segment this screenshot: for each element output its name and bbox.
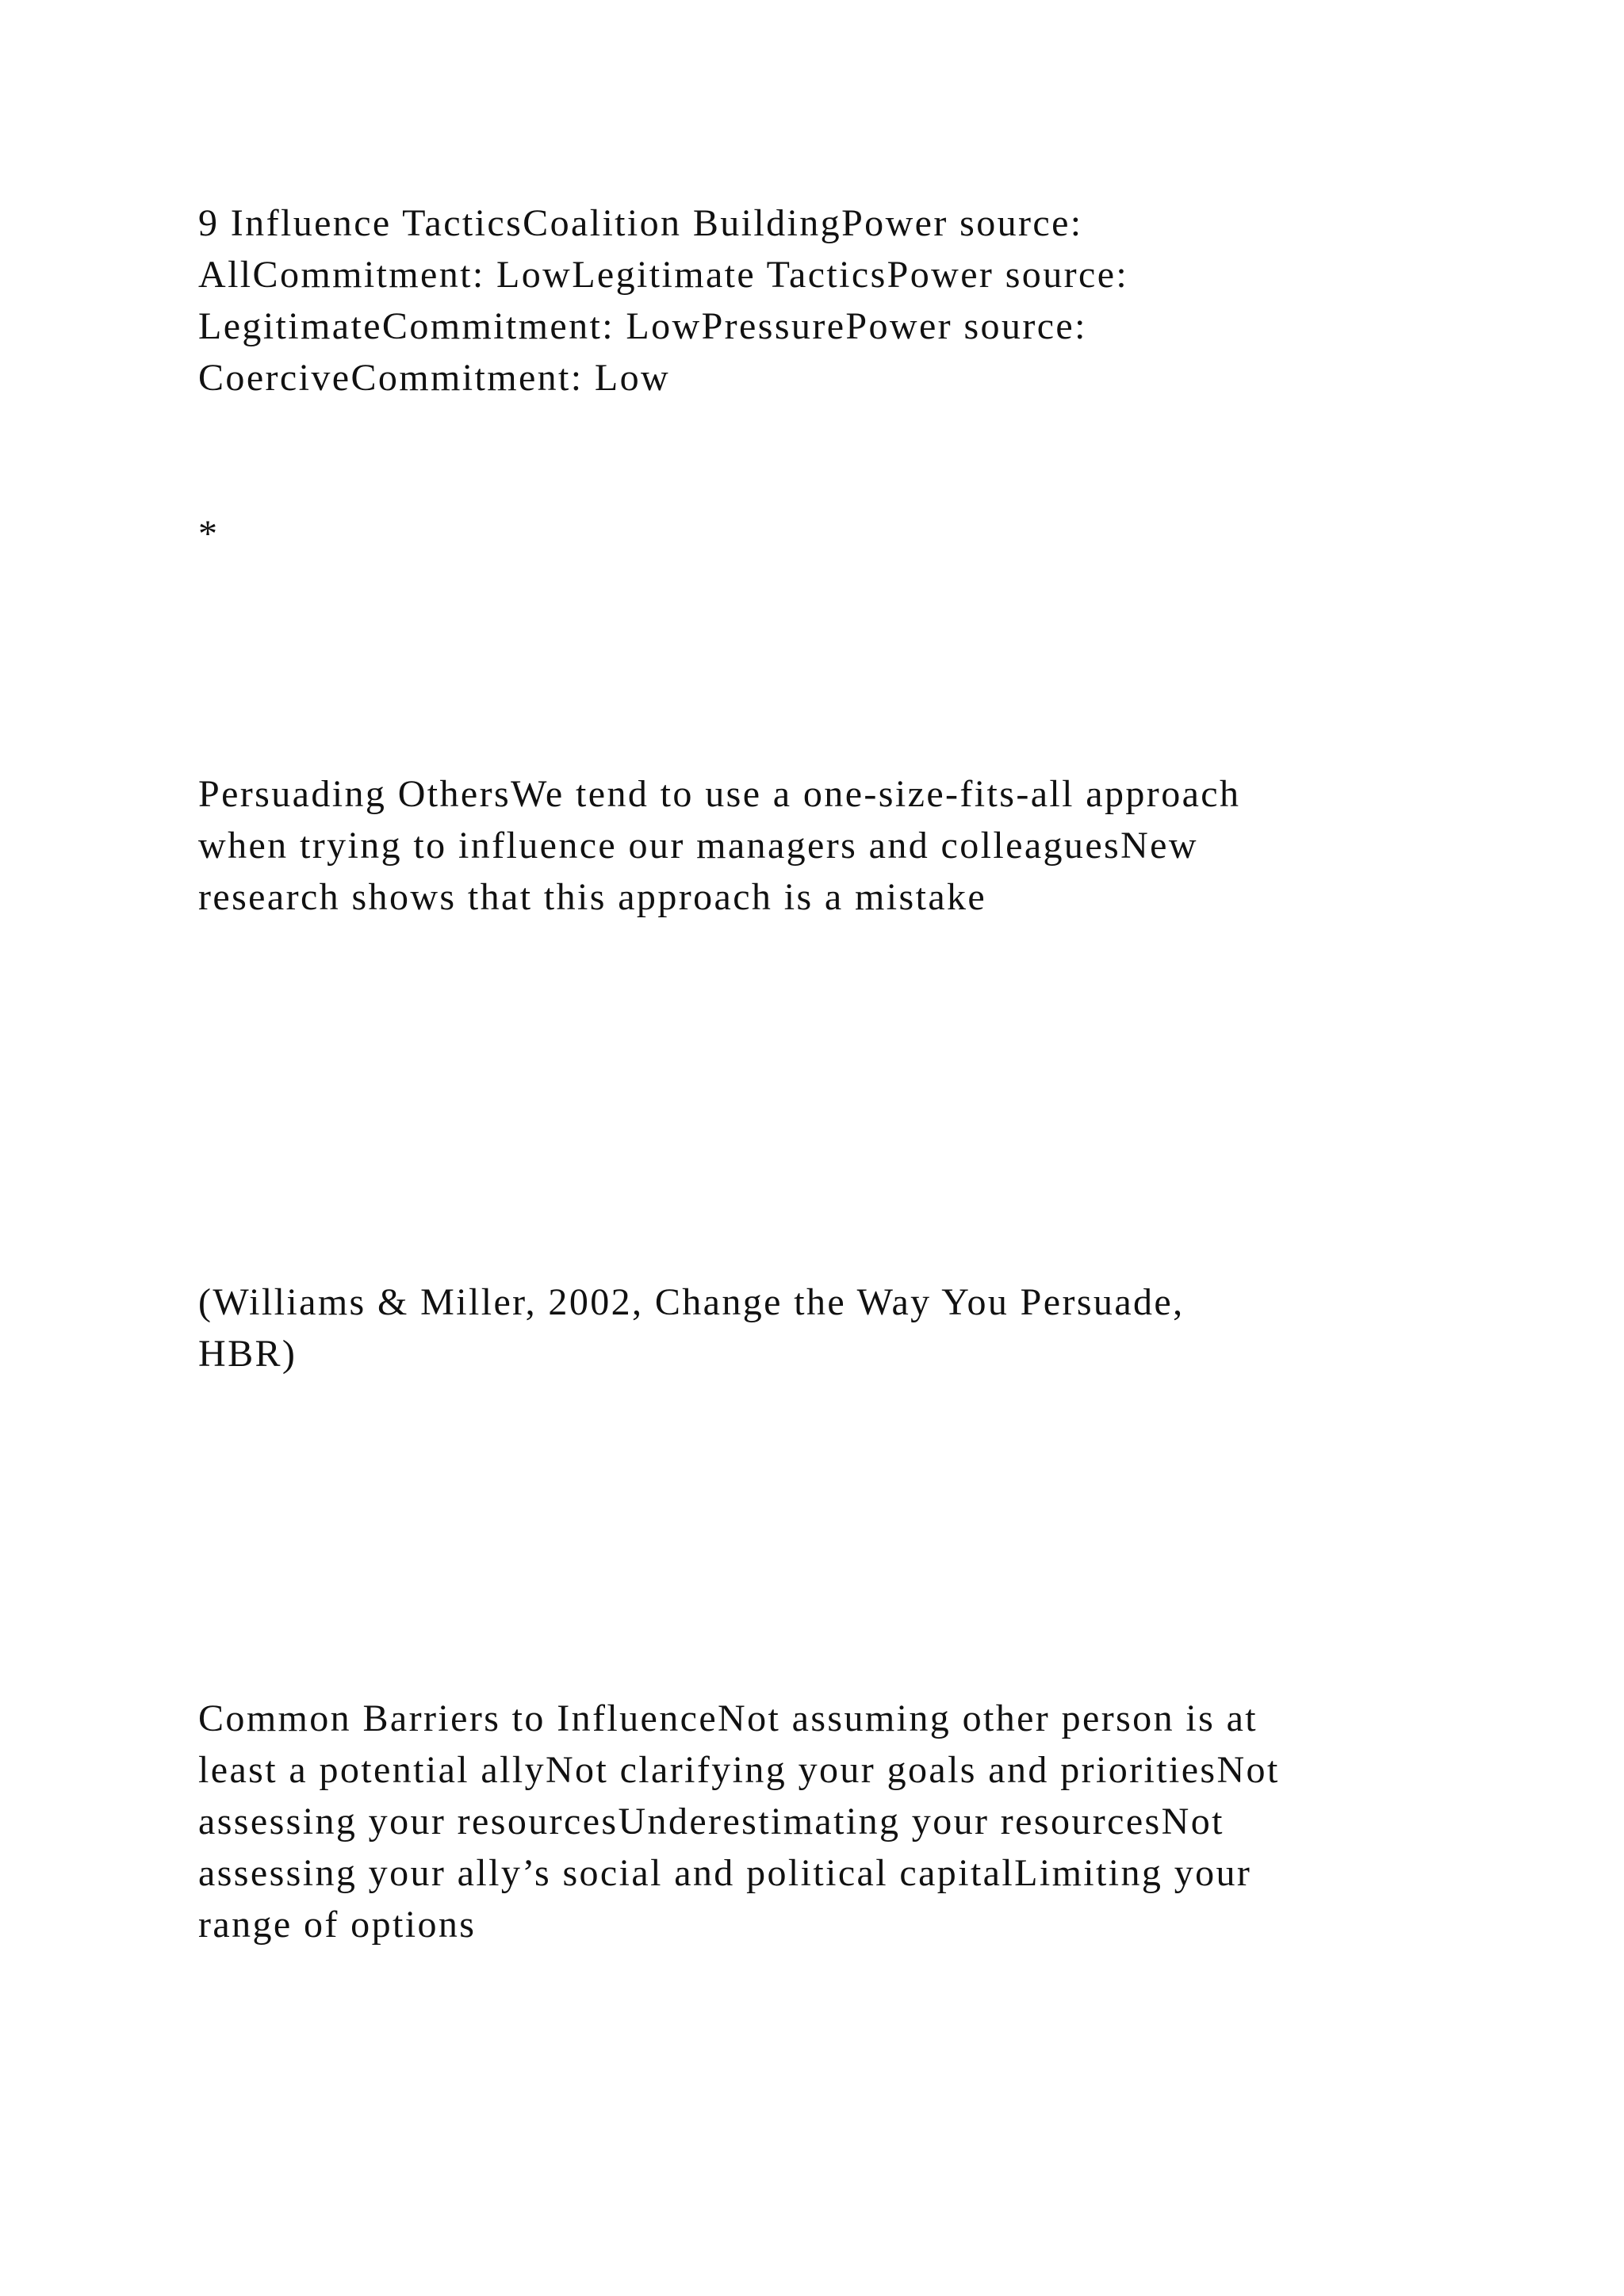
text-line: least a potential allyNot clarifying your goals and prioritiesNot	[198, 1749, 1280, 1791]
asterisk-separator: *	[198, 513, 220, 555]
text-line: range of options	[198, 1904, 477, 1946]
text-line: research shows that this approach is a mistake	[198, 876, 987, 918]
text-line: HBR)	[198, 1333, 297, 1375]
text-line: CoerciveCommitment: Low	[198, 357, 671, 399]
paragraph-common-barriers	[198, 1693, 1467, 1950]
text-line: 9 Influence TacticsCoalition BuildingPower source:	[198, 202, 1083, 244]
text-line: when trying to influence our managers and colleaguesNew	[198, 825, 1198, 867]
text-line: LegitimateCommitment: LowPressurePower source:	[198, 305, 1087, 347]
paragraph-asterisk	[198, 508, 1467, 560]
paragraph-citation	[198, 1276, 1467, 1380]
text-line: assessing your ally’s social and political capitalLimiting your	[198, 1852, 1252, 1894]
paragraph-influence-tactics	[198, 197, 1467, 404]
text-line: (Williams & Miller, 2002, Change the Way You Persuade,	[198, 1281, 1185, 1323]
paragraph-persuading-others	[198, 768, 1467, 923]
text-line: assessing your resourcesUnderestimating your resourcesNot	[198, 1800, 1224, 1843]
text-line: AllCommitment: LowLegitimate TacticsPower source:	[198, 254, 1129, 296]
text-line: Common Barriers to InfluenceNot assuming other person is at	[198, 1697, 1258, 1739]
text-line: Persuading OthersWe tend to use a one-size-fits-all approach	[198, 773, 1241, 815]
